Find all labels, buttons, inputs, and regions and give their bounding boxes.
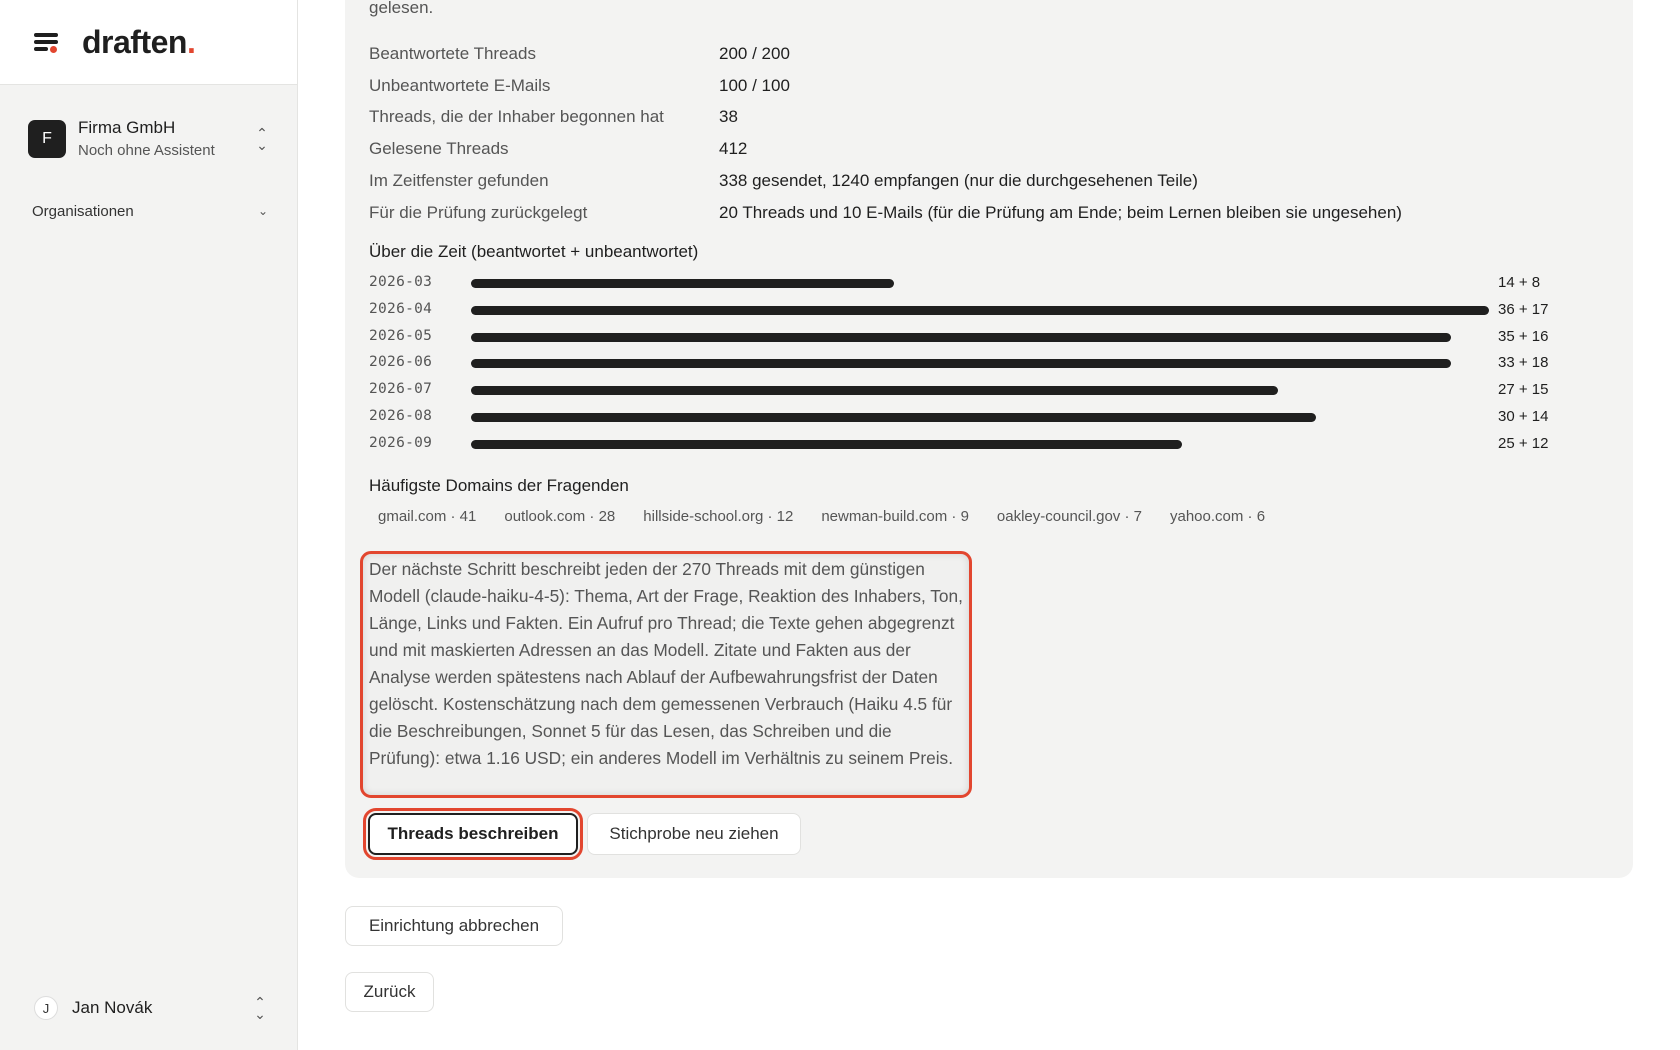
chevron-up-down-icon: ⌃ ⌄ <box>256 125 268 153</box>
timeline-title: Über die Zeit (beantwortet + unbeantwortet) <box>369 242 699 261</box>
timeline-row <box>369 297 1555 324</box>
org-subtitle: Noch ohne Assistent <box>78 141 215 159</box>
timeline-count-label: 30 + 14 <box>1498 407 1549 425</box>
describe-threads-button[interactable]: Threads beschreiben <box>368 813 578 855</box>
timeline-count-label: 27 + 15 <box>1498 381 1549 399</box>
timeline-bar <box>471 386 1278 395</box>
stats-table <box>369 38 1402 229</box>
timeline-chart <box>369 270 1555 458</box>
stat-label: Gelesene Threads <box>369 139 509 159</box>
timeline-count-label: 35 + 16 <box>1498 327 1549 345</box>
org-name: Firma GmbH <box>78 117 176 137</box>
stat-label: Im Zeitfenster gefunden <box>369 171 549 191</box>
domain-chip: gmail.com · 41 <box>378 508 477 525</box>
stat-value: 412 <box>719 139 748 159</box>
resample-button[interactable]: Stichprobe neu ziehen <box>587 813 801 855</box>
cost-description: Der nächste Schritt beschreibt jeden der 270 Threads mit dem günstigen Modell (claude-haiku-4-5): Thema, Art der Frage, Reaktion des Inhabers, Ton, Länge, Links und Fakten. Ein Aufruf pro Thread; die Texte gehen abgegrenzt und mit maskierten Adressen an das Modell. Zitate und Fakten aus der Analyse werden spätestens nach Ablauf der Aufbewahrungsfrist der Daten gelöscht. Kostenschätzung nach dem gemessenen Verbrauch (Haiku 4.5 für die Beschreibungen, Sonnet 5 für das Lesen, das Schreiben und die Prüfung): etwa 1.16 USD; ein anderes Modell im Verhältnis zu seinem Preis. <box>363 554 969 795</box>
timeline-bar <box>471 359 1451 368</box>
domain-chip: newman-build.com · 9 <box>821 508 969 525</box>
timeline-month-label: 2026-05 <box>369 327 433 344</box>
timeline-row <box>369 350 1555 377</box>
user-name: Jan Novák <box>72 998 153 1017</box>
partial-text: gelesen. <box>369 0 434 17</box>
timeline-bar <box>471 413 1316 422</box>
timeline-count-label: 36 + 17 <box>1498 300 1549 318</box>
timeline-month-label: 2026-09 <box>369 434 433 451</box>
menu-icon[interactable] <box>32 30 60 54</box>
timeline-count-label: 25 + 12 <box>1498 434 1549 452</box>
sidebar <box>0 0 298 1050</box>
domain-chip: outlook.com · 28 <box>504 508 616 525</box>
chevron-down-icon: ⌄ <box>257 204 268 218</box>
stat-label: Beantwortete Threads <box>369 43 536 63</box>
timeline-row <box>369 404 1555 431</box>
timeline-count-label: 14 + 8 <box>1498 274 1541 291</box>
chevron-up-down-icon: ⌃ ⌄ <box>254 994 266 1022</box>
timeline-bar <box>471 306 1489 315</box>
back-button[interactable]: Zurück <box>345 972 434 1012</box>
timeline-row <box>369 324 1555 351</box>
stat-row <box>369 165 1402 197</box>
stat-row <box>369 102 1402 134</box>
organisations-toggle[interactable] <box>32 198 268 224</box>
timeline-row <box>369 431 1555 458</box>
stat-label: Threads, die der Inhaber begonnen hat <box>369 107 664 127</box>
domain-chip: oakley-council.gov · 7 <box>996 508 1142 525</box>
cancel-setup-button[interactable]: Einrichtung abbrechen <box>345 906 563 946</box>
timeline-row <box>369 270 1555 297</box>
timeline-month-label: 2026-08 <box>369 407 433 424</box>
stat-row <box>369 197 1402 229</box>
stat-row <box>369 70 1402 102</box>
stat-label: Für die Prüfung zurückgelegt <box>369 202 588 222</box>
logo[interactable]: draften. <box>82 23 196 60</box>
timeline-bar <box>471 333 1451 342</box>
org-avatar: F <box>28 120 66 158</box>
timeline-bar <box>471 440 1182 449</box>
timeline-month-label: 2026-04 <box>369 300 433 317</box>
timeline-month-label: 2026-06 <box>369 354 433 371</box>
brand-header <box>0 0 297 85</box>
stat-value: 338 gesendet, 1240 empfangen (nur die durchgesehenen Teile) <box>719 171 1198 191</box>
domain-list <box>369 508 1284 525</box>
domain-chip: yahoo.com · 6 <box>1169 508 1266 525</box>
user-avatar: J <box>34 996 58 1020</box>
stat-value: 200 / 200 <box>719 43 790 63</box>
stat-value: 38 <box>719 107 738 127</box>
logo-text: draften <box>82 23 187 60</box>
stat-value: 100 / 100 <box>719 75 790 95</box>
stat-value: 20 Threads und 10 E-Mails (für die Prüfung am Ende; beim Lernen bleiben sie ungesehen) <box>719 202 1402 222</box>
domain-chip: hillside-school.org · 12 <box>643 508 794 525</box>
user-menu[interactable] <box>34 994 268 1022</box>
organisations-label: Organisationen <box>32 202 134 220</box>
stat-label: Unbeantwortete E-Mails <box>369 75 551 95</box>
timeline-row <box>369 377 1555 404</box>
stat-row <box>369 133 1402 165</box>
domains-title: Häufigste Domains der Fragenden <box>369 476 629 495</box>
timeline-count-label: 33 + 18 <box>1498 354 1549 372</box>
timeline-bar <box>471 279 894 288</box>
stat-row <box>369 38 1402 70</box>
org-switcher[interactable] <box>28 118 270 160</box>
timeline-month-label: 2026-07 <box>369 381 433 398</box>
timeline-month-label: 2026-03 <box>369 274 433 290</box>
